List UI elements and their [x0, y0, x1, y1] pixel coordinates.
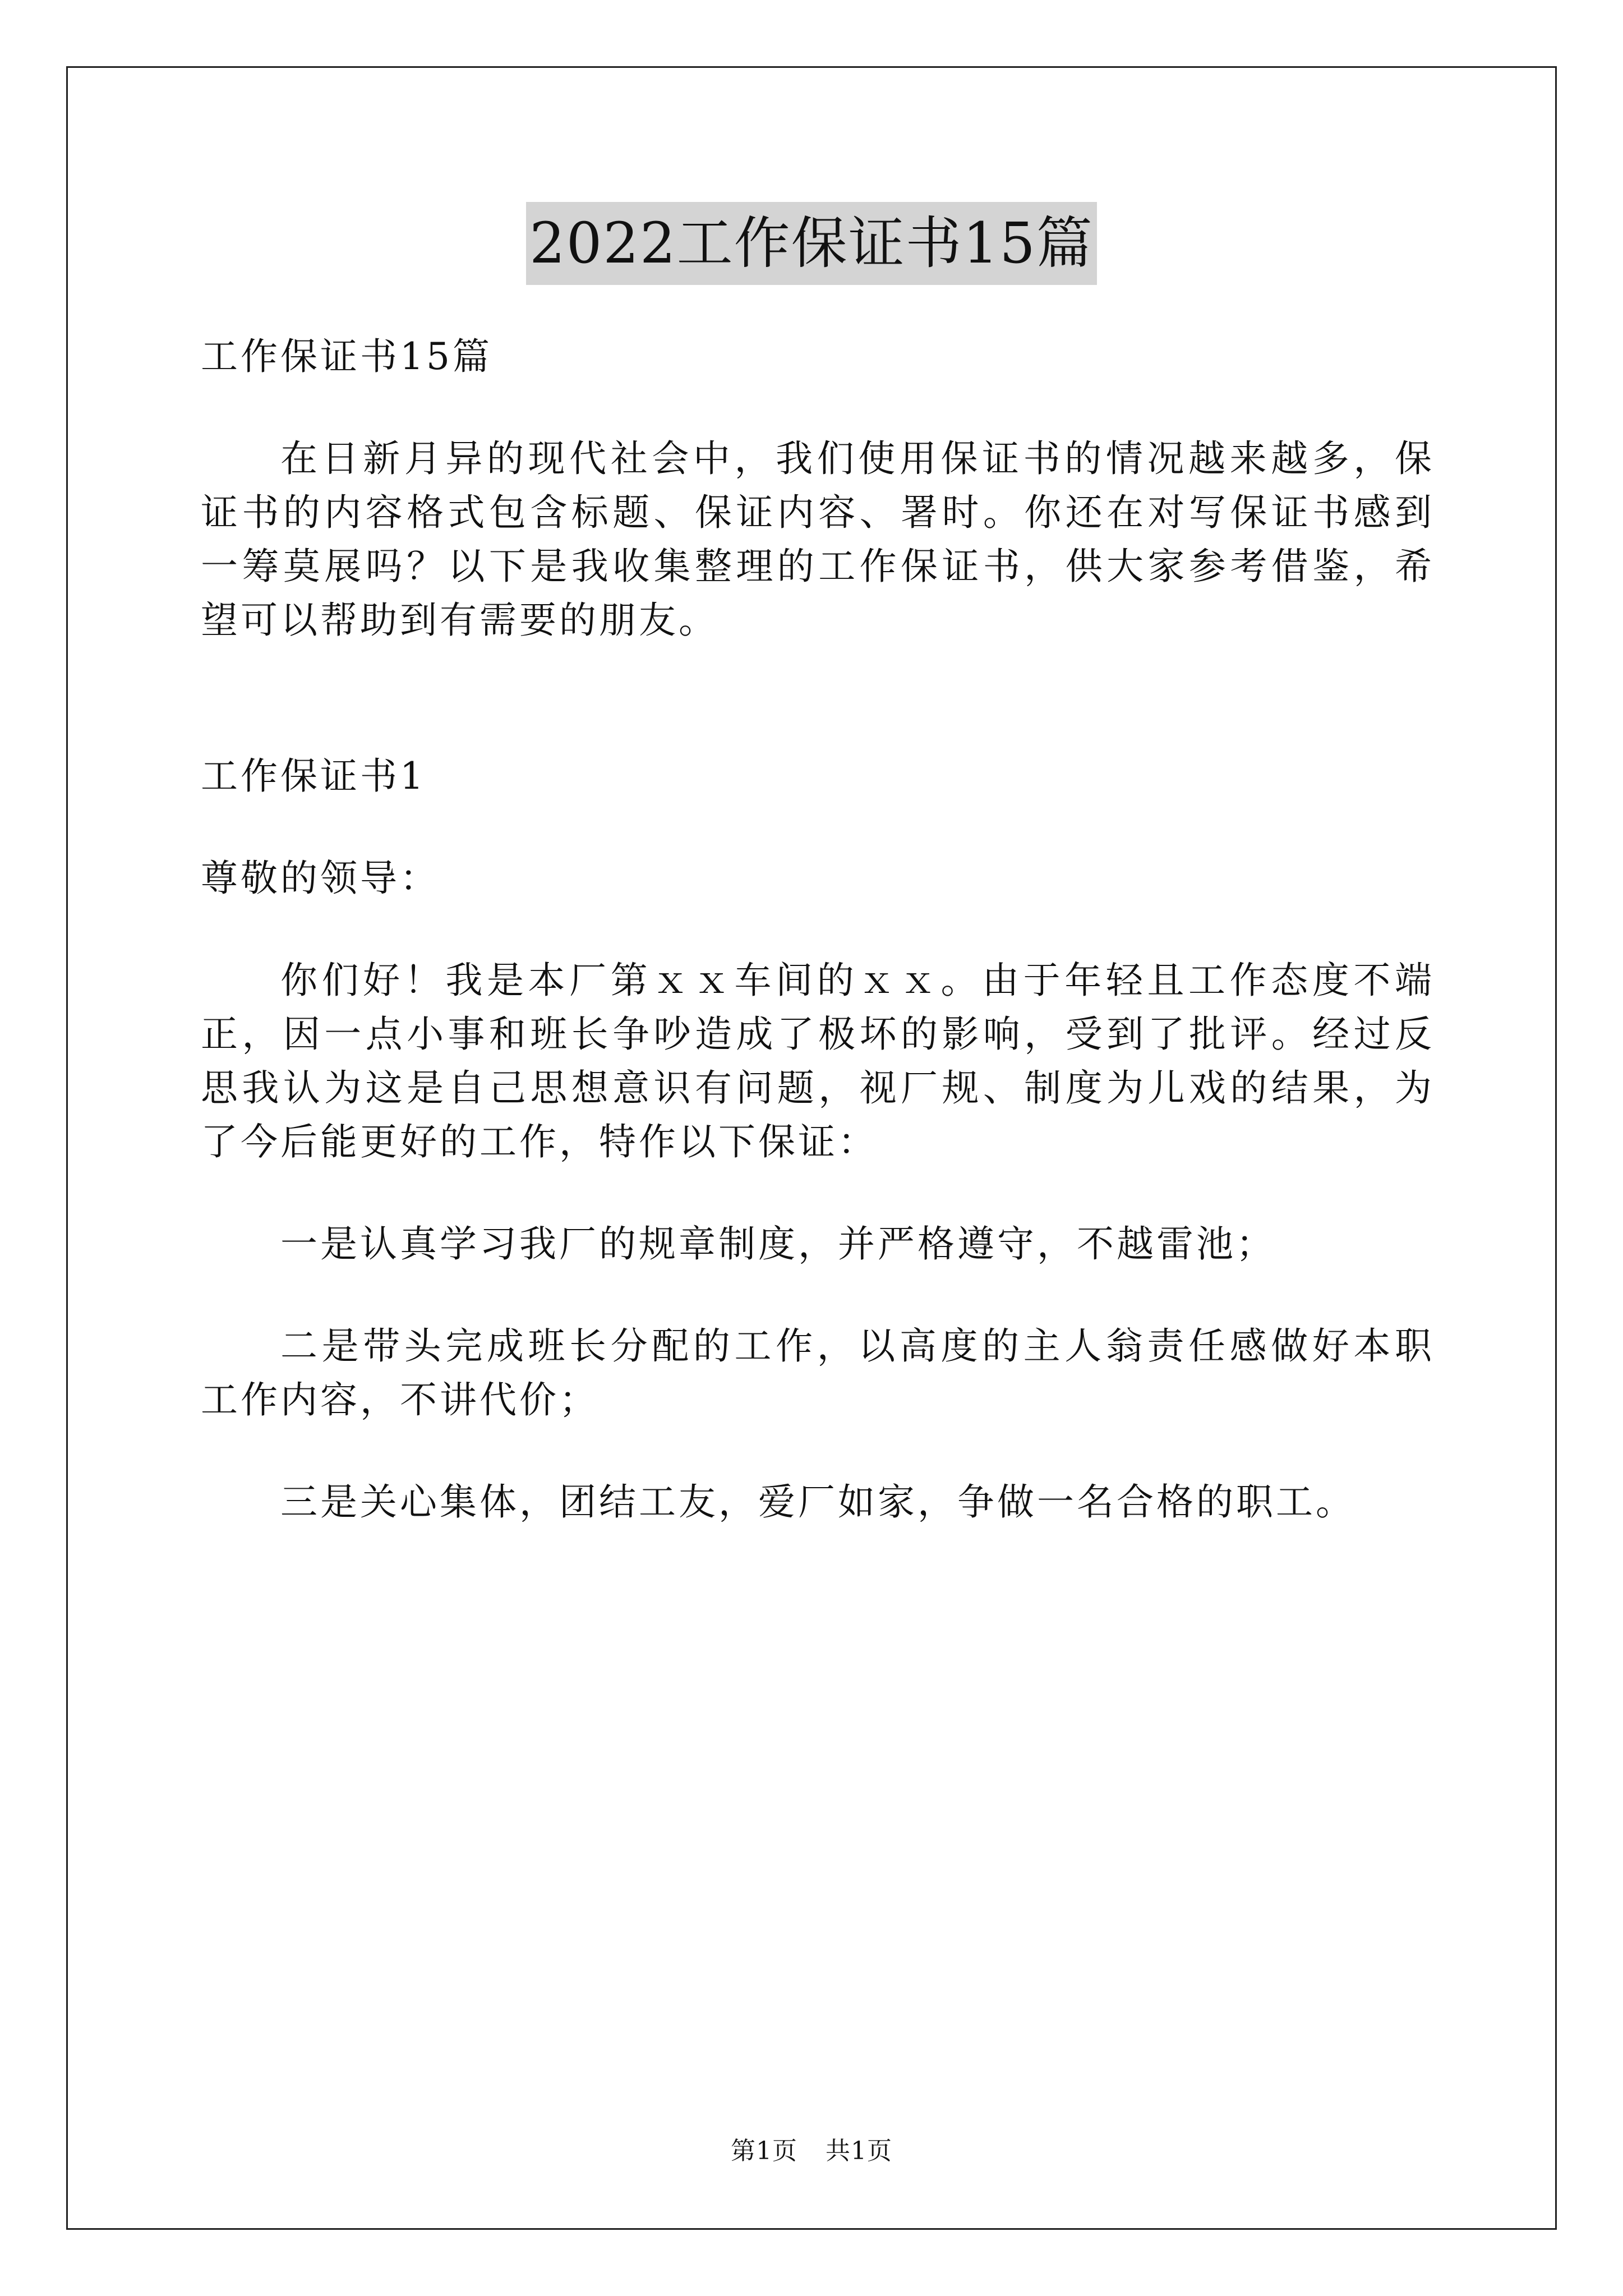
page-number: 第1页 — [731, 2137, 797, 2165]
body-paragraph: 你们好！我是本厂第ｘｘ车间的ｘｘ。由于年轻且工作态度不端正，因一点小事和班长争吵造成了极坏的影响，受到了批评。经过反思我认为这是自己思想意识有问题，视厂规、制度为儿戏的结果，为了今后能更好的工作，特作以下保证： — [201, 959, 1435, 1163]
document-title: 2022工作保证书15篇 — [526, 202, 1097, 285]
section-spacer — [201, 671, 1435, 725]
document-body — [201, 306, 1435, 1553]
page-footer — [0, 2134, 1623, 2168]
salutation: 尊敬的领导： — [201, 857, 440, 900]
body-paragraph: 一是认真学习我厂的规章制度，并严格遵守，不越雷池； — [280, 1222, 1276, 1266]
subtitle: 工作保证书15篇 — [201, 335, 492, 378]
section-heading: 工作保证书1 — [201, 754, 426, 798]
title-container — [0, 202, 1623, 285]
body-paragraph: 三是关心集体，团结工友，爱厂如家，争做一名合格的职工。 — [280, 1480, 1355, 1524]
body-paragraph: 二是带头完成班长分配的工作，以高度的主人翁责任感做好本职工作内容，不讲代价； — [201, 1324, 1435, 1421]
page-total: 共1页 — [826, 2137, 892, 2165]
intro-paragraph: 在日新月异的现代社会中，我们使用保证书的情况越来越多，保证书的内容格式包含标题、保证内容、署时。你还在对写保证书感到一筹莫展吗？以下是我收集整理的工作保证书，供大家参考借鉴，希望可以帮助到有需要的朋友。 — [201, 437, 1435, 642]
